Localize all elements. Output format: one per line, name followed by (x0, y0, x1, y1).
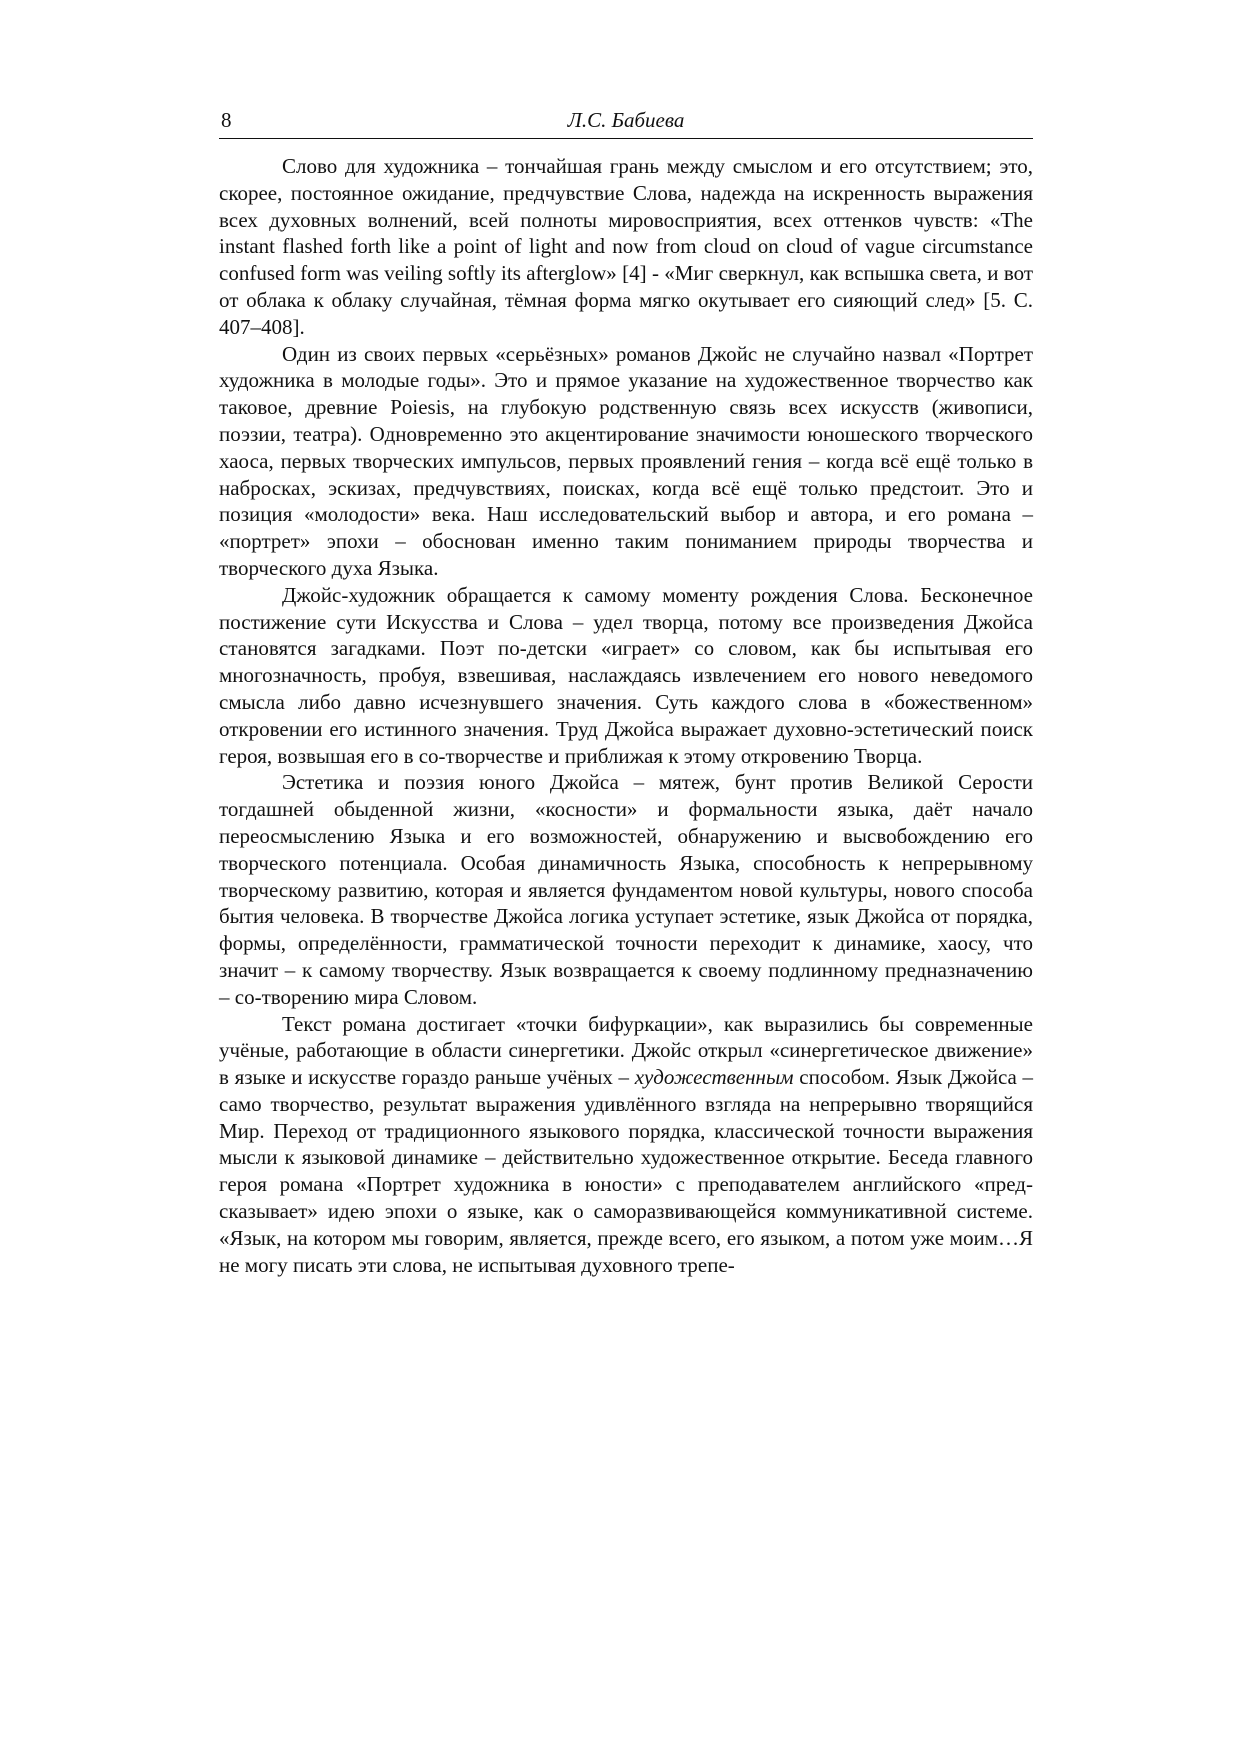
paragraph-5-start: Текст романа достигает «точки бифуркации», как выразились бы современные учёные, работающие в области синергетики. Джойс открыл «синергетическое движение» в языке и искусстве гораздо раньше учёных – (219, 1011, 1033, 1090)
paragraph-1: Слово для художника – тончайшая грань между смыслом и его отсутствием; это, скорее, постоянное ожидание, предчувствие Слова, надежда на искренность выражения всех духовных волнений, всей полноты мировосприятия, всех оттенков чувств: «The instant flashed forth like a point of light and now from cloud on cloud of vague circumstance confused form was veiling softly its afterglow» [4] - «Миг сверкнул, как вспышка света, и вот от облака к облаку случайная, тёмная форма мягко окутывает его сияющий след» [5. С. 407–408]. (219, 154, 1033, 339)
page-number: 8 (221, 108, 232, 132)
paragraph-3: Джойс-художник обращается к самому моменту рождения Слова. Бесконечное постижение сути Искусства и Слова – удел творца, потому все произведения Джойса становятся загадками. Поэт по-детски «играет» со словом, как бы испытывая его многозначность, пробуя, взвешивая, наслаждаясь извлечением его нового неведомого смысла либо давно исчезнувшего значения. Суть каждого слова в «божественном» откровении его истинного значения. Труд Джойса выражает духовно-эстетический поиск героя, возвышая его в со-творчестве и приближая к этому откровению Творца. (219, 582, 1033, 768)
paragraph-5-end: способом. Язык Джойса – само творчество, результат выражения удивлённого взгляда на непрерывно творящийся Мир. Переход от традиционного языкового порядка, классической точности выражения мысли к языковой динамике – действительно художественное открытие. Беседа главного героя романа «Портрет художника в юности» с преподавателем английского «предсказывает» идею эпохи о языке, как о саморазвивающейся коммуникативной системе. «Язык, на котором мы говорим, является, прежде всего, его языком, а потом уже моим…Я не могу писать эти слова, не испытывая духовного трепе- (219, 1065, 1033, 1277)
page (219, 104, 1033, 1278)
body-text (219, 153, 1033, 1278)
paragraph-5-italic: художественным (634, 1065, 794, 1090)
paragraph-4: Эстетика и поэзия юного Джойса – мятеж, бунт против Великой Серости тогдашней обыденной жизни, «косности» и формальности языка, даёт начало переосмыслению Языка и его возможностей, обнаружению и высвобождению его творческого потенциала. Особая динамичность Языка, способность к непрерывному творческому развитию, которая и является фундаментом новой культуры, нового способа бытия человека. В творчестве Джойса логика уступает эстетике, язык Джойса от порядка, формы, определённости, грамматической точности переходит к динамике, хаосу, что значит – к самому творчеству. Язык возвращается к своему подлинному предназначению – со-творению мира Словом. (219, 770, 1033, 1009)
paragraph-2: Один из своих первых «серьёзных» романов Джойс не случайно назвал «Портрет художника в молодые годы». Это и прямое указание на художественное творчество как таковое, древние Poiesis, на глубокую родственную связь всех искусств (живописи, поэзии, театра). Одновременно это акцентирование значимости юношеского творческого хаоса, первых творческих импульсов, первых проявлений гения – когда всё ещё только в набросках, эскизах, предчувствиях, поисках, когда всё ещё только предстоит. Это и позиция «молодости» века. Наш исследовательский выбор и автора, и его романа – «портрет» эпохи – обоснован именно таким пониманием природы творчества и творческого духа Языка. (219, 341, 1033, 580)
running-head (219, 104, 1033, 139)
paragraph-5 (219, 1011, 1033, 1279)
running-head-author: Л.С. Бабиева (567, 108, 685, 132)
